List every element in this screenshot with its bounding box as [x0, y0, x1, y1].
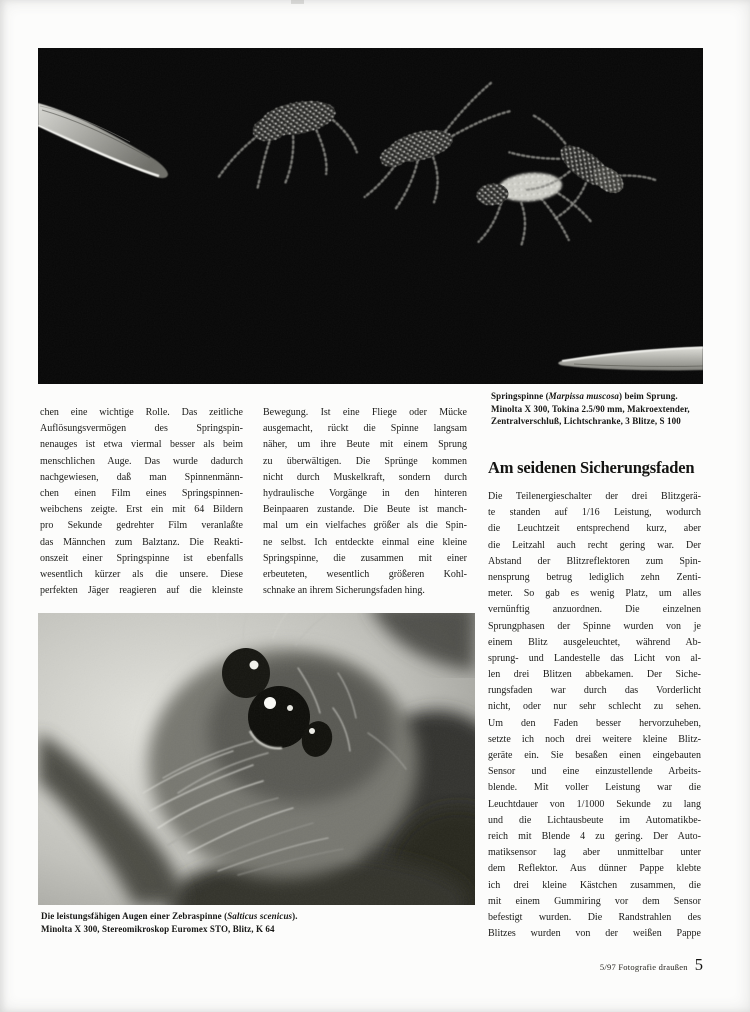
text-line: geräte ein. Sie besaßen einen eingebauten: [488, 750, 701, 761]
text-line: die Leuchtzeit entsprechend kurz, aber: [488, 523, 701, 535]
text-line: dem Reflektor. Aus dünner Pappe klebte: [488, 863, 701, 875]
species-name: Salticus scenicus: [227, 911, 293, 921]
caption-line: [41, 910, 451, 923]
text-line: näher, um ihre Beute mit einem Sprung: [263, 439, 467, 451]
text-line: nicht, oder nur sehr schlecht zu sehen.: [488, 701, 701, 713]
text-line: das Männchen zum Balztanz. Die Reakti-: [40, 536, 243, 548]
caption-text: Springspinne (: [491, 391, 549, 401]
scan-artifact: [291, 0, 304, 4]
text-line: nachgewiesen, daß man Spinnenmänn-: [40, 471, 243, 483]
text-line: rungsfaden war durch das Vorderlicht: [488, 685, 701, 697]
text-line: menschlichen Auge. Das wurde dadurch: [40, 455, 243, 467]
text-line: die Leitzahl auch recht gering war. Der: [488, 539, 701, 551]
text-line: reich mit Blende 4 zu gering. Der Auto-: [488, 830, 701, 842]
text-line: Bewegung. Ist eine Fliege oder Mücke: [263, 407, 467, 418]
page-number: 5: [694, 955, 703, 974]
text-line: Auflösungsvermögen des Springspin-: [40, 423, 243, 435]
top-photo-caption: [491, 390, 711, 428]
top-photo-illustration: [38, 48, 703, 384]
species-name: Marpissa muscosa: [548, 391, 620, 401]
text-line: Springspinne, die zusammen mit einer: [263, 552, 467, 564]
text-line: onszeit einer Springspinne ist ebenfalls: [40, 552, 243, 564]
text-line: pro Sekunde gedrehter Film veranlaßte: [40, 520, 243, 532]
text-line: weibchens zeigte. Erst ein mit 64 Bildern: [40, 504, 243, 516]
text-line: perfekten Jäger reagieren auf die kleinste: [40, 585, 243, 597]
text-line: schnake an ihrem Sicherungsfaden hing.: [263, 585, 425, 597]
caption-text: ) beim Sprung.: [619, 391, 678, 401]
caption-line: Zentralverschluß, Lichtschranke, 3 Blitze, S 100: [491, 416, 681, 427]
caption-line: Minolta X 300, Tokina 2.5/90 mm, Makroextender,: [491, 403, 690, 414]
text-line: wesentlich kürzer als die unsere. Diese: [40, 568, 243, 580]
text-line: Blitzes wurden von der weißen Pappe: [488, 928, 701, 940]
middle-photo-spider-eyes: [38, 613, 475, 905]
text-line: Leuchtdauer von 1/1000 Sekunde zu lang: [488, 798, 701, 810]
caption-line: [491, 390, 711, 403]
text-line: Abstand der Blitzreflektoren zum Spin-: [488, 555, 701, 567]
text-line: vernünftig anzuordnen. Die einzelnen: [488, 604, 701, 616]
text-line: Sensor und eine einzustellende Arbeits-: [488, 766, 701, 778]
film-grain-overlay: [38, 48, 703, 384]
text-line: mal um ein vielfaches größer als die Spin-: [263, 520, 467, 532]
text-line: befestigt wurden. Die Randstrahlen des: [488, 911, 701, 923]
text-line: matiksensor lag aber unmittelbar unter: [488, 847, 701, 859]
text-line: blende. Mit voller Leistung war die: [488, 782, 701, 794]
issue-title: 5/97 Fotografie draußen: [599, 962, 688, 972]
text-line: ne selbst. Ich entdeckte einmal eine kleine: [263, 536, 467, 548]
text-line: ich drei kleine Kästchen zusammen, die: [488, 879, 701, 891]
section-heading: Am seidenen Sicherungsfaden: [488, 458, 695, 477]
text-line: nenauges ist etwa viermal besser als beim: [40, 439, 243, 451]
text-line: mit einem Gummiring vor dem Sensor: [488, 895, 701, 907]
text-line: und die Lichtausbeute im Automatikbe-: [488, 814, 701, 826]
text-line: setzte ich noch drei weitere kleine Blitz-: [488, 733, 701, 745]
text-line: chen einen Film eines Springspinnen-: [40, 487, 243, 499]
text-line: Beinpaaren zustande. Die Beute ist manch-: [263, 504, 467, 516]
body-column-1: [40, 405, 243, 599]
top-photo-spider-jump: [38, 48, 703, 384]
body-column-3: [488, 489, 701, 942]
text-line: zu überwältigen. Die Sprünge kommen: [263, 455, 467, 467]
text-line: hydraulische Vorgänge in den hinteren: [263, 487, 467, 499]
text-line: Um den Faden besser hervorzuheben,: [488, 717, 701, 729]
text-line: nensprung betrug lediglich zehn Zenti-: [488, 571, 701, 583]
text-line: ausgemacht, rückt die Spinne langsam: [263, 423, 467, 435]
caption-line: Minolta X 300, Stereomikroskop Euromex STO, Blitz, K 64: [41, 923, 275, 934]
text-line: einem Blitz ausgeleuchtet, während Ab-: [488, 636, 701, 648]
page-footer: [600, 955, 703, 975]
caption-text: ).: [292, 911, 298, 921]
body-column-2: [263, 405, 467, 599]
text-line: len drei Blitzen abbekamen. Der Siche-: [488, 669, 701, 681]
text-line: chen eine wichtige Rolle. Das zeitliche: [40, 407, 243, 418]
text-line: nicht durch Muskelkraft, sondern durch: [263, 471, 467, 483]
text-line: sprung- und Landestelle das Licht von al-: [488, 652, 701, 664]
middle-photo-caption: [41, 910, 451, 935]
middle-photo-illustration: [38, 613, 475, 905]
text-line: te standen auf 1/16 Leistung, wodurch: [488, 507, 701, 519]
text-line: Sprungphasen der Spinne wurden von je: [488, 620, 701, 632]
text-line: meter. So gab es wenig Platz, um alles: [488, 588, 701, 600]
text-line: Die Teilenergieschalter der drei Blitzgerä-: [488, 491, 701, 502]
film-grain-overlay: [38, 613, 475, 905]
text-line: erbeuteten, wesentlich größeren Kohl-: [263, 568, 467, 580]
caption-text: Die leistungsfähigen Augen einer Zebraspinne (: [41, 911, 228, 921]
